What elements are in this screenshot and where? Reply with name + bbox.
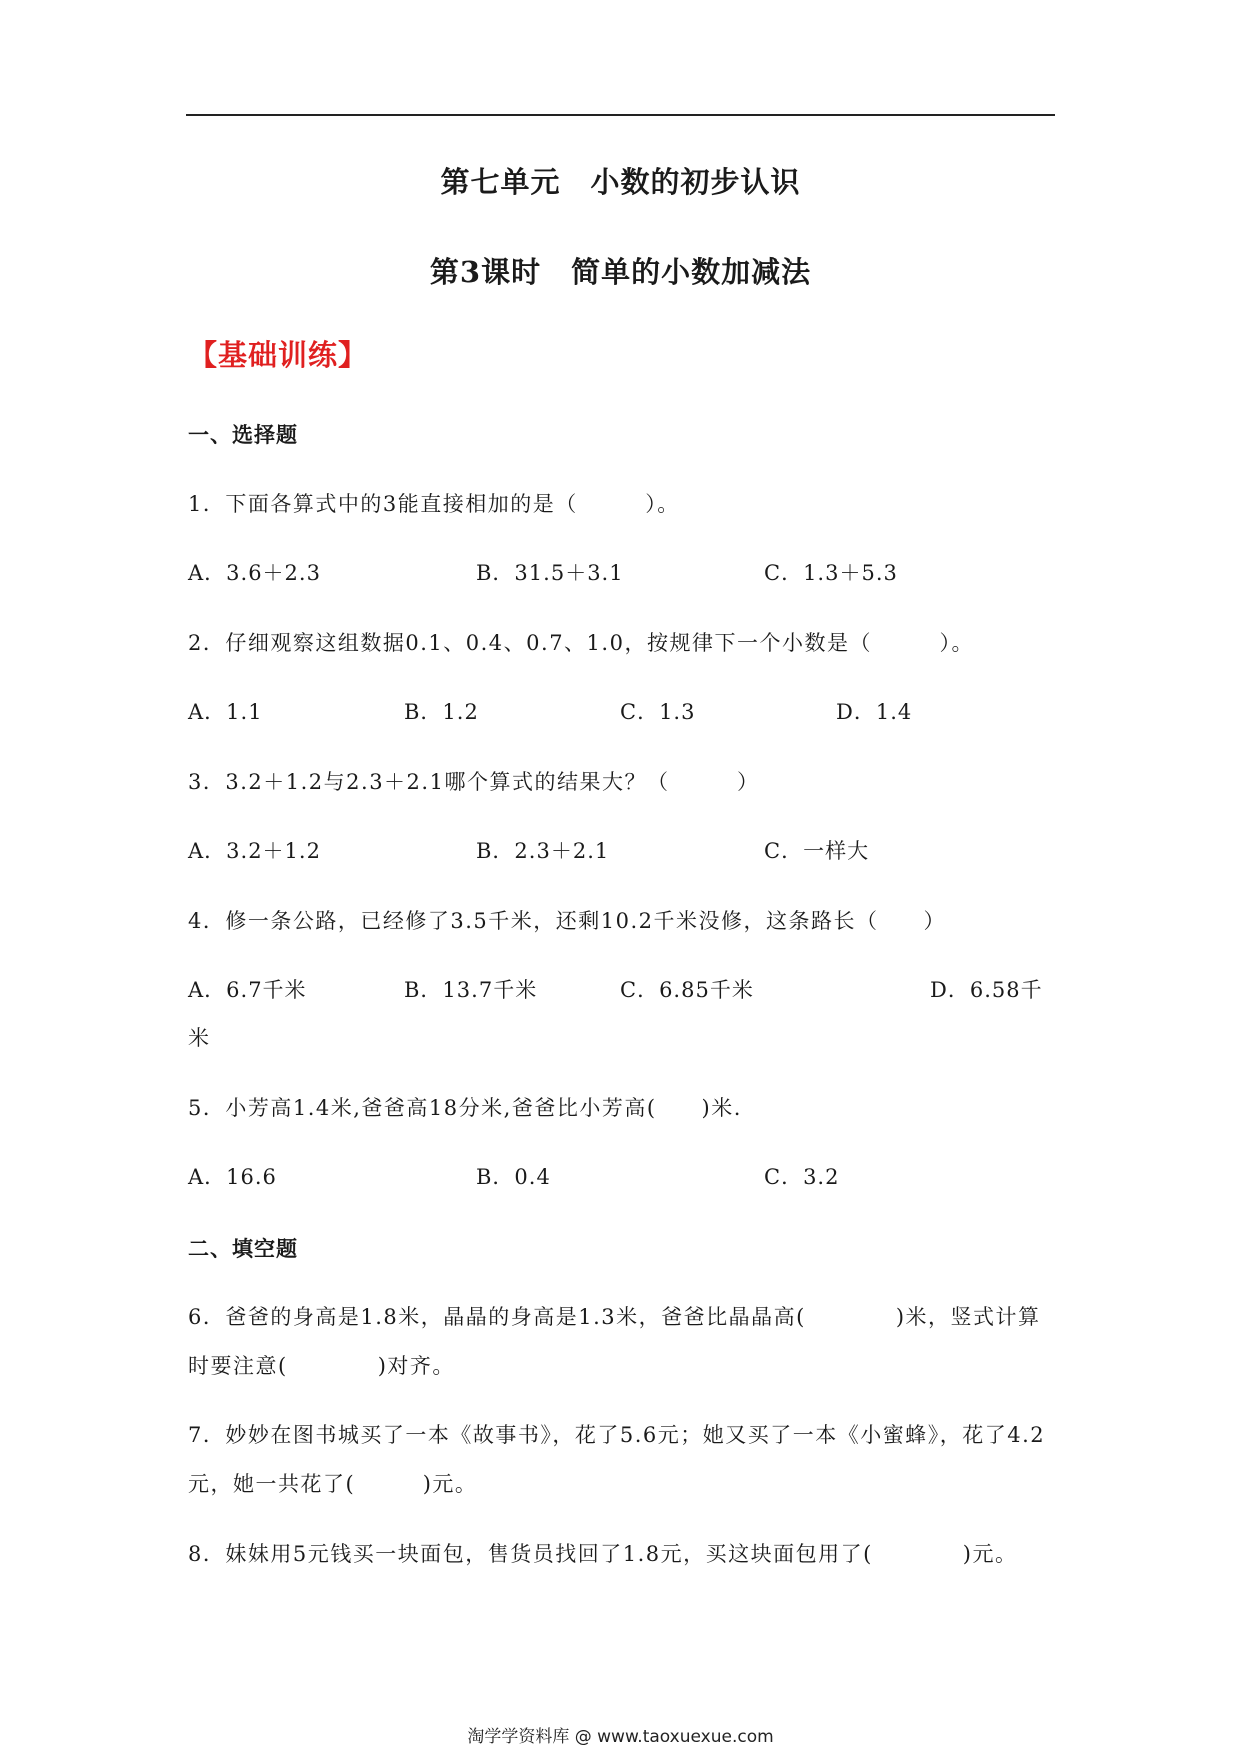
option-a: A．1.1 [188,700,263,724]
question-5-options [188,1153,1056,1202]
option-c: C．1.3＋5.3 [764,561,898,585]
header-rule [186,114,1055,116]
option-d: D．6.58千 [930,978,1043,1002]
option-b: B．0.4 [476,1165,551,1189]
fill-section-heading: 二、填空题 [188,1236,298,1261]
option-b: B．13.7千米 [404,978,538,1002]
question-4: 4．修一条公路，已经修了3.5千米，还剩10.2千米没修，这条路长（ ） [188,909,947,933]
option-b: B．1.2 [404,700,479,724]
option-c: C．3.2 [764,1165,840,1189]
question-2: 2．仔细观察这组数据0.1、0.4、0.7、1.0，按规律下一个小数是（ ）。 [188,631,974,655]
unit-title: 第七单元 小数的初步认识 [440,165,801,199]
option-b: B．31.5＋3.1 [476,561,624,585]
choice-section-heading: 一、选择题 [188,422,298,447]
option-c: C．6.85千米 [620,978,754,1002]
lesson-title: 第3课时 简单的小数加减法 [429,255,812,289]
option-a: A．6.7千米 [188,978,307,1002]
question-4-options [188,966,1056,1015]
question-2-options [188,688,1056,737]
option-d: D．1.4 [836,700,913,724]
question-3-options [188,827,1056,876]
question-8: 8．妹妹用5元钱买一块面包，售货员找回了1.8元，买这块面包用了( )元。 [188,1542,1018,1566]
option-c: C．一样大 [764,839,870,863]
basic-training-tag: 【基础训练】 [188,338,369,372]
question-3: 3．3.2＋1.2与2.3＋2.1哪个算式的结果大？（ ） [188,770,760,794]
question-1-options [188,549,1056,598]
option-a: A．3.2＋1.2 [188,839,321,863]
question-7: 7．妙妙在图书城买了一本《故事书》，花了5.6元；她又买了一本《小蜜蜂》，花了4.2元，她一共花了( )元。 [188,1423,1046,1496]
option-b: B．2.3＋2.1 [476,839,610,863]
option-a: A．16.6 [188,1165,277,1189]
option-a: A．3.6＋2.3 [188,561,321,585]
question-6: 6．爸爸的身高是1.8米，晶晶的身高是1.3米，爸爸比晶晶高( )米，竖式计算时要注意( )对齐。 [188,1305,1041,1378]
option-c: C．1.3 [620,700,696,724]
question-1: 1．下面各算式中的3能直接相加的是（ ）。 [188,492,680,516]
question-5: 5．小芳高1.4米,爸爸高18分米,爸爸比小芳高( )米. [188,1096,742,1120]
option-d-wrap: 米 [188,1026,209,1050]
footer-watermark: 淘学学资料库 @ www.taoxuexue.com [467,1727,774,1747]
